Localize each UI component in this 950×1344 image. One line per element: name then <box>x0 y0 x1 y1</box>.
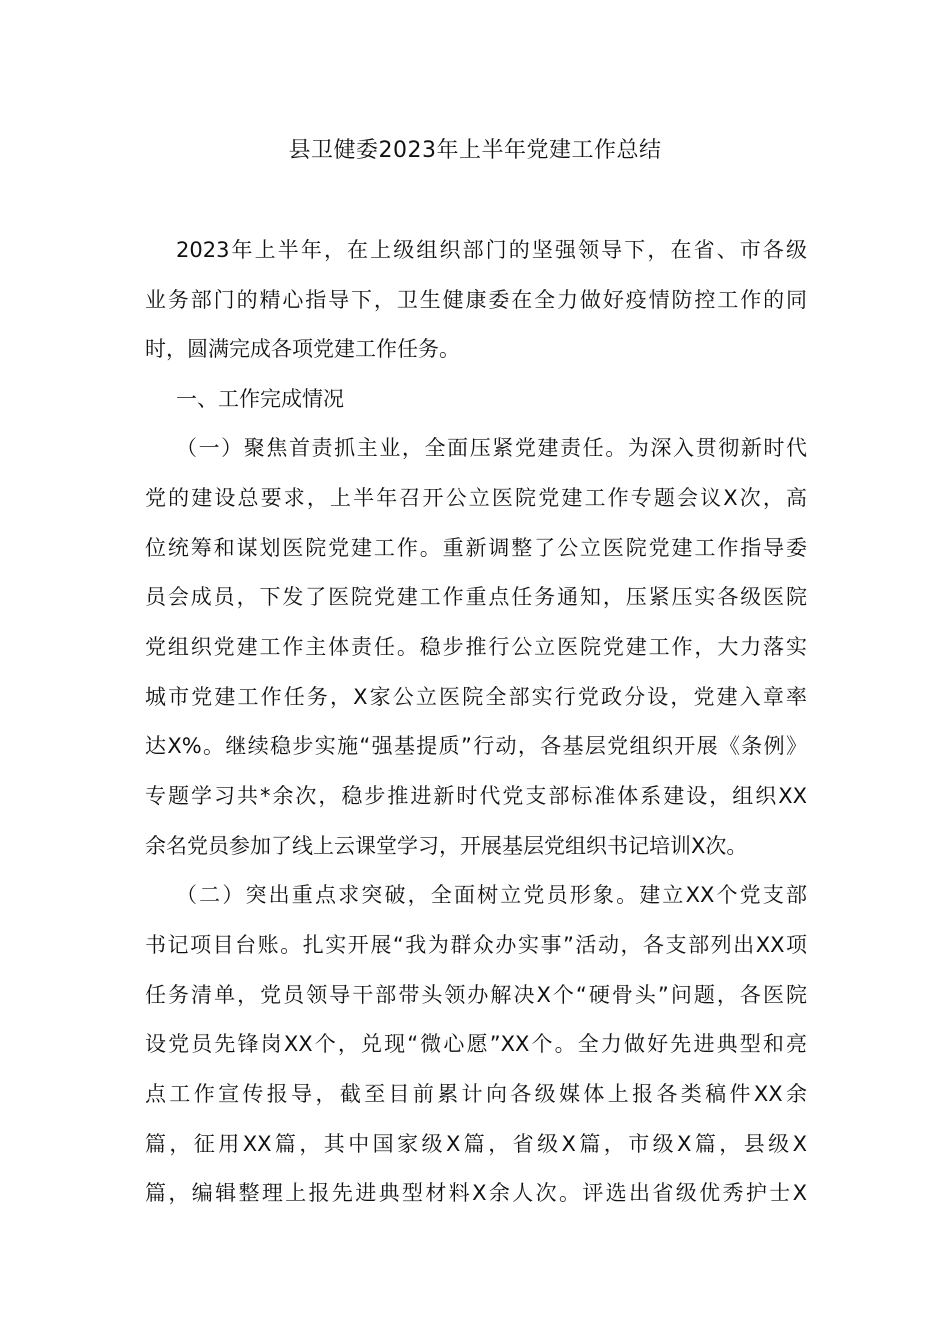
paragraph-line: 业务部门的精心指导下，卫生健康委在全力做好疫情防控工作的同 <box>145 288 807 312</box>
paragraph-line: 专题学习共*余次，稳步推进新时代党支部标准体系建设，组织XX <box>145 784 807 808</box>
paragraph-line: 篇，编辑整理上报先进典型材料X余人次。评选出省级优秀护士X <box>145 1181 807 1205</box>
paragraph-line: 篇，征用XX篇，其中国家级X篇，省级X篇，市级X篇，县级X <box>145 1132 807 1156</box>
paragraph-line: 达X%。继续稳步实施“强基提质”行动，各基层党组织开展《条例》 <box>145 734 807 758</box>
paragraph-line: 点工作宣传报导，截至目前累计向各级媒体上报各类稿件XX余 <box>145 1082 807 1106</box>
paragraph-line: （一）聚焦首责抓主业，全面压紧党建责任。为深入贯彻新时代 <box>176 436 807 460</box>
paragraph-line: 党的建设总要求，上半年召开公立医院党建工作专题会议X次，高 <box>145 486 807 510</box>
paragraph-line: 书记项目台账。扎实开展“我为群众办实事”活动，各支部列出XX项 <box>145 933 807 957</box>
document-title: 县卫健委2023年上半年党建工作总结 <box>288 138 662 163</box>
paragraph-line: 时，圆满完成各项党建工作任务。 <box>145 337 460 361</box>
section-heading: 一、工作完成情况 <box>176 387 344 411</box>
paragraph-line: 党组织党建工作主体责任。稳步推行公立医院党建工作，大力落实 <box>145 635 807 659</box>
paragraph-line: （二）突出重点求突破，全面树立党员形象。建立XX个党支部 <box>176 883 807 907</box>
paragraph-line: 位统筹和谋划医院党建工作。重新调整了公立医院党建工作指导委 <box>145 536 807 560</box>
paragraph-line: 余名党员参加了线上云课堂学习，开展基层党组织书记培训X次。 <box>145 834 748 858</box>
paragraph-line: 任务清单，党员领导干部带头领办解决X个“硬骨头”问题，各医院 <box>145 983 807 1007</box>
paragraph-line: 城市党建工作任务，X家公立医院全部实行党政分设，党建入章率 <box>145 685 807 709</box>
paragraph-line: 设党员先锋岗XX个，兑现“微心愿”XX个。全力做好先进典型和亮 <box>145 1032 807 1056</box>
paragraph-line: 2023年上半年，在上级组织部门的坚强领导下，在省、市各级 <box>176 238 807 262</box>
paragraph-line: 员会成员，下发了医院党建工作重点任务通知，压紧压实各级医院 <box>145 585 807 609</box>
